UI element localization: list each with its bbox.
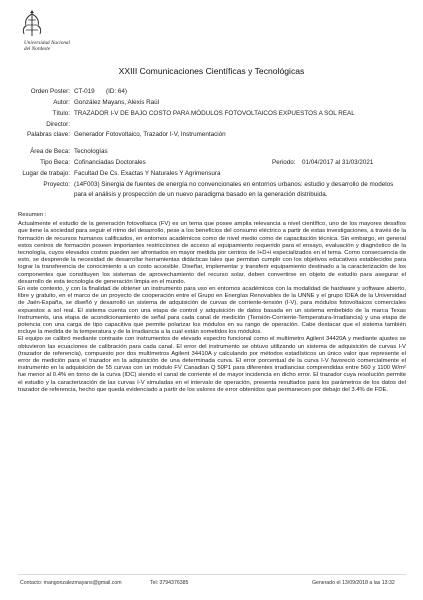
- abstract-paragraph: En este contexto, y con la finalidad de obtener un instrumento para uso en entornos académicos con la modalidad de hardware y software abierto, libre y gratuito, en el marco de un proyecto de cooperación entre el Grupo en Energías Renovables de la UNNE y el grupo IDEA de la Universidad de Jaén-España, se diseñó y desarrolló un sistema de adquisición de curvas de corriente-tensión (I-V), para módulos fotovoltaicos comerciales expuestos a sol real. El sistema cuenta con una etapa de control y adquisición de datos basada en un sistema embebido de la marca Texas Instruments, una etapa de acondicionamiento de señal para cada canal de medición (Tensión-Corriente-Temperatura-Irradiancia) y una etapa de potencia con una carga de tipo capacitiva que permite polarizar los módulos en su rango de operación. Cabe destacar que el sistema también incluye la medida de la temperatura y de la irradiancia a la cual están sometidos los módulos.: [18, 286, 406, 336]
- palabras-clave-label: Palabras clave:: [26, 131, 70, 138]
- abstract-paragraph: El equipo se calibró mediante contraste con instrumentos de elevado espectro funcional como el multímetro Agilent 34420A y mediante ajustes se obtuvieron las ecuaciones de calibración para cada canal. El error del instrumento se obtuvo utilizando un sistema de adquisición de curvas I-V (trazador de referencia), compuesto por dos multímetros Agilent 34410A y calculando por métodos estadísticos un único valor que represente el error de medición para el trazador en la adquisición de una determinada curva. El error porcentual de la curva I-V favoreció comercialmente el instrumento en la adquisición de 55 curvas con un módulo FV Canadian Q 50P1 para diferentes irradiancias comprendidas entre 560 y 1100 W/m² fue menor al 0.4% en torno de la curva (IDC) siendo el canal de corriente el de mayor incidencia en dicho error. El trazador cuya resolución permite el estudio y la caracterización de las curvas I-V simuladas en el intervalo de operación, presenta resultados para los parámetros de los datos del trazador de referencia, hecho que queda evidenciado a partir de los valores de error obtenidos que permanecen por debajo del 3.4% de FDE.: [18, 336, 406, 393]
- proyecto-value-line-1: (14F003) Sinergia de fuentes de energía no convencionales en entornos urbanos: estudio y desarrollo de modelos: [74, 181, 394, 188]
- orden-poster-value: CT-019: [74, 88, 95, 95]
- orden-poster-label: Orden Poster:: [30, 88, 70, 95]
- orden-poster-id: (ID: 64): [106, 88, 127, 95]
- area-value: Tecnologías: [74, 148, 108, 155]
- proyecto-label: Proyecto:: [43, 181, 70, 188]
- university-logo: [10, 8, 80, 54]
- autor-label: Autor:: [53, 99, 70, 106]
- periodo-value: 01/04/2017 al 31/03/2021: [302, 159, 374, 166]
- autor-value: González Mayans, Alexis Raúl: [74, 99, 160, 106]
- footer-contact: Contacto: mangonzalezmayans@gmail.com: [20, 580, 122, 586]
- tipo-beca-label: Tipo Beca:: [40, 159, 70, 166]
- titulo-label: Título:: [52, 110, 70, 117]
- footer-tel: Tel: 3794376385: [150, 580, 189, 586]
- periodo-label: Periodo:: [272, 159, 296, 166]
- lugar-trabajo-value: Facultad De Cs. Exactas Y Naturales Y Agrimensura: [74, 170, 221, 177]
- abstract-section: [18, 212, 406, 394]
- director-label: Director:: [46, 121, 70, 128]
- abstract-paragraph: Actualmente el estudio de la generación fotovoltaica (FV) es un tema que posee amplia relevancia a nivel científico, uno de los mayores desafíos que tiene la sociedad para seguir el ritmo del desarrollo, pese a los beneficios del consumo eléctrico a partir de estas investigaciones, a través de la formación de recursos humanos calificados, en entornos académicos como de nivel medio como de capacitación técnica. Sin embargo, en general estos centros de formación poseen importantes restricciones de acceso al equipamiento requerido para el ensayo, evaluación y diagnóstico de la tecnología, cuyos elevados costos pueden ser afrontados en mayor medida por centros de I+D+i especializados en el tema. Como consecuencia de esto, se desprende la necesidad de desarrollar herramientas didácticas tales que permitan cumplir con los objetivos educativos establecidos para lograr la transferencia de conocimiento a un costo accesible. Diseñar, implementar y transferir equipamiento destinado a la caracterización de los componentes que constituyen los sistemas de aprovechamiento del recurso solar, deben convertirse en objeto de estudio para asegurar el desarrollo de esta tecnología de generación limpia en el mundo.: [18, 221, 406, 285]
- page-title: XXIII Comunicaciones Científicas y Tecnológicas: [118, 66, 305, 76]
- footer-generated: Generado el 13/09/2018 a las 13:32: [312, 580, 395, 586]
- tipo-beca-value: Cofinanciadas Doctorales: [74, 159, 146, 166]
- footer-divider: [18, 574, 406, 575]
- university-crest-icon: [10, 8, 80, 40]
- titulo-value: TRAZADOR I-V DE BAJO COSTO PARA MÓDULOS FOTOVOLTAICOS EXPUESTOS A SOL REAL: [74, 110, 355, 117]
- palabras-clave-value: Generador Fotovoltaico, Trazador I-V, Instrumentación: [74, 131, 226, 138]
- lugar-trabajo-label: Lugar de trabajo:: [22, 170, 70, 177]
- proyecto-value-line-2: para el análisis y prospección de un nuevo paradigma basado en la generación distribuida.: [74, 191, 328, 198]
- abstract-heading: Resumen :: [18, 212, 47, 218]
- area-label: Área de Beca:: [30, 148, 70, 155]
- logo-line-1: Universidad Nacional: [24, 40, 70, 46]
- logo-line-2: del Nordeste: [24, 45, 51, 52]
